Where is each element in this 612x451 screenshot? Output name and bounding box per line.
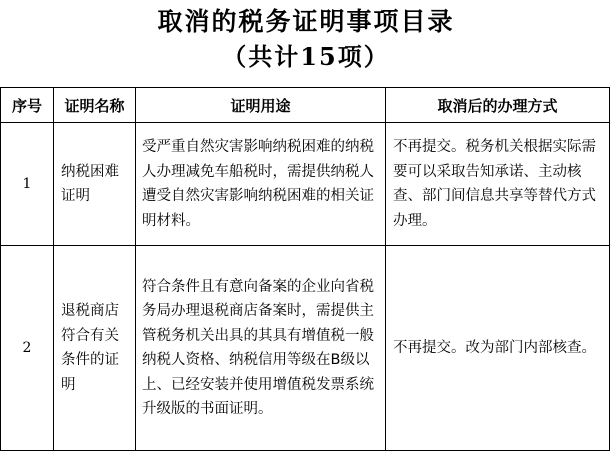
- certificate-use: 受严重自然灾害影响纳税困难的纳税人办理减免车船税时，需提供纳税人遭受自然灾害影响纳税困难的相关证明材料。: [136, 123, 386, 246]
- header-way: 取消后的办理方式: [386, 88, 610, 123]
- row-number: 1: [1, 123, 54, 246]
- certificate-use: 符合条件且有意向备案的企业向省税务局办理退税商店备案时，需提供主管税务机关出具的其具有增值税一般纳税人资格、纳税信用等级在B级以上、已经安装并使用增值税发票系统升级版的书面证明。: [136, 246, 386, 451]
- table-row: [1, 246, 610, 451]
- table-header-row: [1, 88, 610, 123]
- document-subtitle: （共计15项）: [222, 42, 390, 71]
- row-number: 2: [1, 246, 54, 451]
- header-no: 序号: [1, 88, 54, 123]
- document-title: 取消的税务证明事项目录: [157, 7, 455, 36]
- certificate-name: 纳税困难证明: [54, 123, 136, 246]
- handling-method: 不再提交。税务机关根据实际需要可以采取告知承诺、主动核查、部门间信息共享等替代方式办理。: [386, 123, 610, 246]
- header-use: 证明用途: [136, 88, 386, 123]
- certificate-table: [0, 87, 610, 451]
- header-name: 证明名称: [54, 88, 136, 123]
- certificate-name: 退税商店符合有关条件的证明: [54, 246, 136, 451]
- table-row: [1, 123, 610, 246]
- handling-method: 不再提交。改为部门内部核查。: [386, 246, 610, 451]
